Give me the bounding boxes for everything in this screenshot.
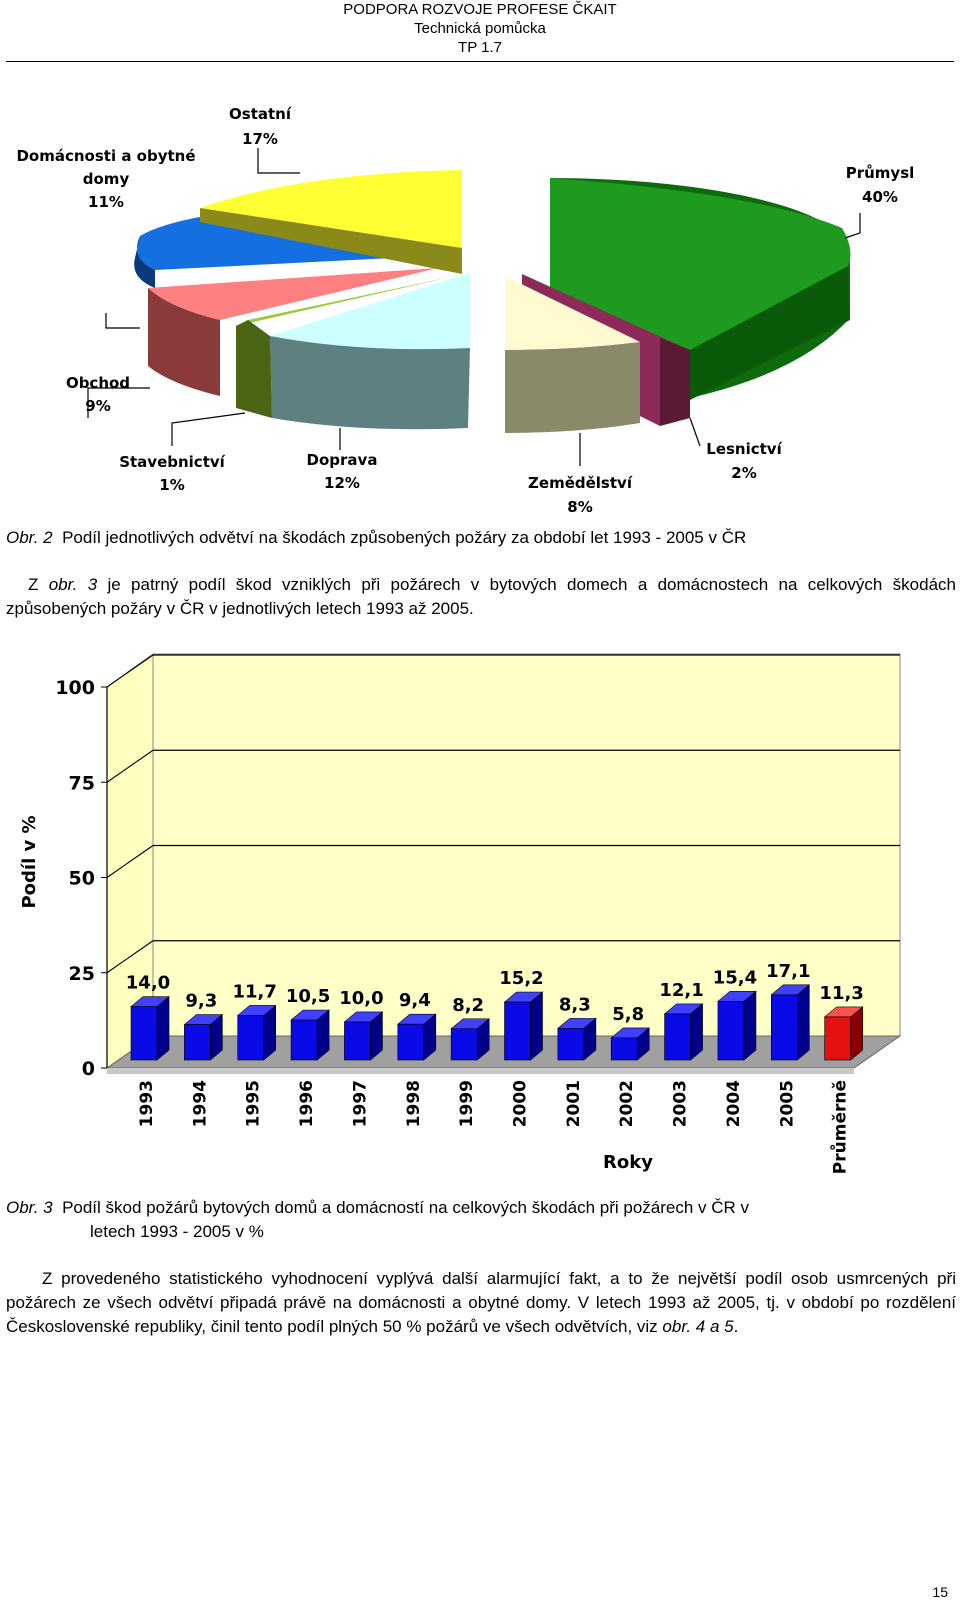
x-tick-label: 2005 <box>777 1080 798 1128</box>
bar-value-label: 11,7 <box>232 981 277 1003</box>
pie-label-domacnosti: Domácnosti a obytné <box>16 147 196 165</box>
bar-value-label: 8,2 <box>452 994 485 1016</box>
bar-side <box>744 991 756 1060</box>
x-tick-label: Průměrně <box>830 1080 851 1175</box>
y-axis-label: Podíl v % <box>19 815 40 909</box>
paragraph-1-text-b: je patrný podíl škod vzniklých při požárech v bytových domech a domácnostech na celkových škodách způsobených požáry v ČR v jednotlivých letech 1993 až 2005. <box>6 575 957 618</box>
x-tick-label: 2002 <box>617 1080 638 1128</box>
x-tick-label: 1996 <box>297 1080 318 1128</box>
bar <box>131 1007 157 1060</box>
bar-value-label: 11,3 <box>819 982 864 1004</box>
paragraph-1 <box>6 573 956 621</box>
figure-3-caption <box>6 1196 749 1220</box>
pie-label-prumysl: Průmysl <box>845 164 915 182</box>
y-tick-label: 25 <box>68 962 95 985</box>
figure-3-text: Podíl škod požárů bytových domů a domácností na celkových škodách při požárech v ČR v <box>62 1198 750 1217</box>
page-number: 15 <box>932 1584 948 1600</box>
bar <box>451 1029 477 1060</box>
x-tick-label: 1995 <box>243 1080 264 1128</box>
pie-value-domacnosti: 11% <box>88 193 124 211</box>
x-tick-label: 1993 <box>137 1080 157 1128</box>
bar-value-label: 15,2 <box>499 968 544 990</box>
header-title: PODPORA ROZVOJE PROFESE ČKAIT <box>343 1 617 18</box>
x-tick-label: 1997 <box>350 1080 371 1128</box>
bar-value-label: 15,4 <box>712 967 758 989</box>
bar <box>665 1014 691 1060</box>
paragraph-2-end: . <box>733 1317 739 1336</box>
bar-side <box>531 992 543 1060</box>
y-tick-label: 100 <box>55 677 95 699</box>
bar <box>771 995 797 1060</box>
pie-value-prumysl: 40% <box>862 188 898 206</box>
pie-label-domacnosti-2: domy <box>82 170 130 188</box>
pie-label-zemedelstvi: Zemědělství <box>528 474 632 492</box>
paragraph-2-text: Z provedeného statistického vyhodnocení vyplývá další alarmující fakt, a to že největší podíl osob usmrcených při požárech ze všech odvětví připadá právě na domácnosti a obytné domy. V letech 1993 až 2005, tj. v období po rozdělení Československé republiky, činil tento podíl plných 50 % požárů ve všech odvětvích, viz <box>6 1269 956 1336</box>
bar <box>558 1028 584 1060</box>
bar <box>291 1020 317 1060</box>
x-tick-label: 1994 <box>190 1080 211 1128</box>
bar-value-label: 9,3 <box>185 990 218 1012</box>
x-tick-label: 2003 <box>670 1080 691 1128</box>
pie-value-ostatni: 17% <box>242 130 278 148</box>
figure-3-caption-line2: letech 1993 - 2005 v % <box>90 1222 264 1241</box>
header-divider <box>6 61 954 62</box>
y-tick-label: 50 <box>68 867 95 890</box>
bar-value-label: 5,8 <box>612 1003 645 1025</box>
bar-value-label: 17,1 <box>766 960 811 982</box>
x-tick-label: 1998 <box>403 1080 424 1128</box>
pie-label-lesnictvi: Lesnictví <box>706 440 782 458</box>
bar-chart <box>0 640 940 1192</box>
y-tick-label: 0 <box>81 1058 95 1080</box>
bar <box>611 1038 637 1060</box>
pie-value-obchod: 9% <box>85 397 111 415</box>
pie-label-obchod: Obchod <box>65 374 131 392</box>
bar-average <box>825 1017 851 1060</box>
figure-2-label: Obr. 2 <box>6 528 53 547</box>
pie-value-doprava: 12% <box>324 474 360 492</box>
header-subtitle: Technická pomůcka <box>414 20 546 37</box>
bar <box>718 1001 744 1060</box>
bar <box>238 1015 264 1060</box>
bar <box>344 1022 370 1060</box>
x-axis-label: Roky <box>603 1152 653 1173</box>
header-doc-id: TP 1.7 <box>458 39 502 56</box>
x-tick-label: 2000 <box>510 1080 531 1128</box>
pie-label-ostatni: Ostatní <box>229 105 291 123</box>
figure-2-text: Podíl jednotlivých odvětví na škodách způsobených požáry za období let 1993 - 2005 v ČR <box>62 528 747 547</box>
x-tick-label: 1999 <box>457 1080 478 1128</box>
x-tick-label: 2004 <box>723 1080 744 1128</box>
figure-4-5-reference[interactable]: obr. 4 a 5 <box>662 1317 734 1336</box>
bar-side <box>157 997 169 1060</box>
bar-value-label: 10,5 <box>285 985 331 1007</box>
figure-3-reference[interactable]: obr. 3 <box>48 575 98 594</box>
bar-value-label: 12,1 <box>659 979 704 1001</box>
bar-value-label: 14,0 <box>125 972 171 994</box>
pie-value-stavebnictvi: 1% <box>159 476 185 494</box>
bar-value-label: 10,0 <box>339 987 384 1009</box>
bar <box>398 1024 424 1060</box>
x-tick-label: 2001 <box>563 1080 584 1128</box>
y-tick-label: 75 <box>68 772 95 795</box>
pie-label-stavebnictvi: Stavebnictví <box>119 453 225 471</box>
pie-value-lesnictvi: 2% <box>731 464 757 482</box>
bar-side <box>797 985 809 1060</box>
figure-2-caption <box>6 526 746 550</box>
pie-label-doprava: Doprava <box>306 451 378 469</box>
bar <box>505 1002 531 1060</box>
page-header <box>0 0 960 57</box>
bar-value-label: 9,4 <box>398 990 431 1012</box>
paragraph-2 <box>6 1267 956 1339</box>
figure-3-label: Obr. 3 <box>6 1198 53 1217</box>
paragraph-1-text-a: Z <box>28 575 49 594</box>
bar-value-label: 8,3 <box>558 994 591 1016</box>
bar <box>184 1025 210 1060</box>
pie-value-zemedelstvi: 8% <box>567 498 593 516</box>
pie-chart <box>0 88 940 523</box>
